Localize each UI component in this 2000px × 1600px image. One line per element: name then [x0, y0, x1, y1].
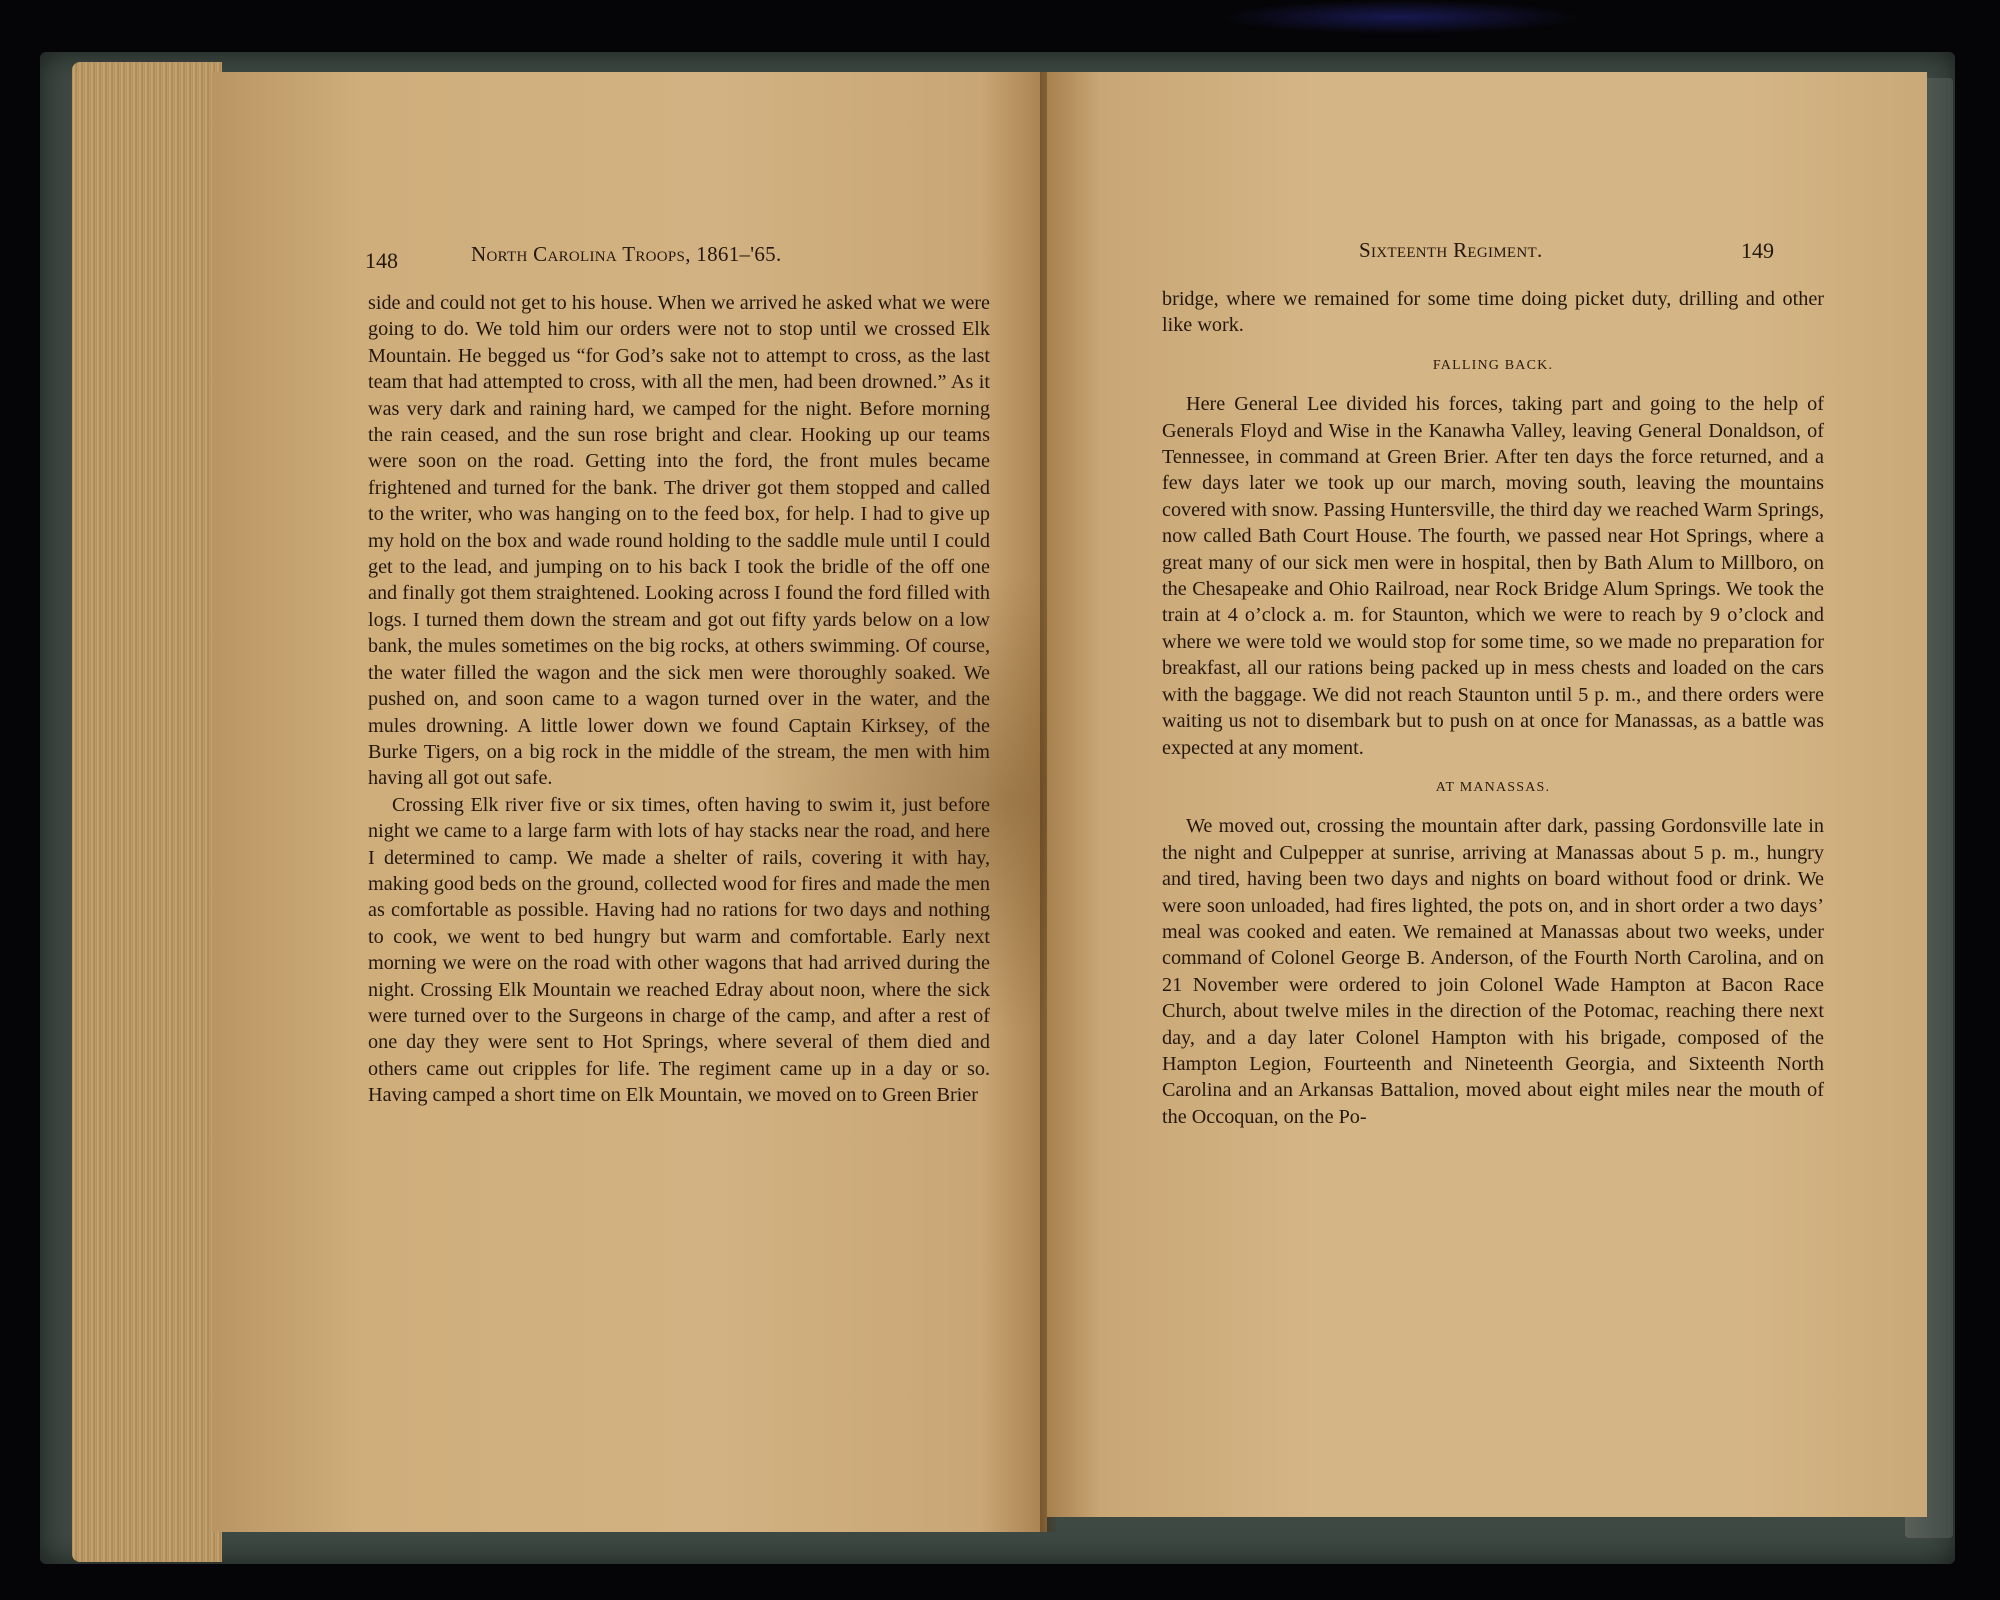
- paragraph: We moved out, crossing the mountain after dark, passing Gordonsville late in the night and Culpepper at sunrise, arriving at Manassas about 5 p. m., hungry and tired, having been two days and nights on board without food or drink. We were soon unloaded, had fires lighted, the pots on, and in short order a two days’ meal was cooked and eaten. We remained at Manassas about two weeks, under command of Colonel George B. Anderson, of the Fourth North Carolina, and on 21 November were ordered to join Colonel Wade Hampton at Bacon Race Church, about twelve miles in the direction of the Potomac, reaching there next day, and a day later Colonel Hampton with his brigade, composed of the Hampton Legion, Fourteenth and Nineteenth Georgia, and Sixteenth North Carolina and an Arkansas Battalion, moved about eight miles near the mouth of the Occoquan, on the Po-: [1162, 815, 1824, 1128]
- page-edges: [72, 62, 222, 1562]
- paragraph: side and could not get to his house. When we arrived he asked what we were going to do. We told him our orders were not to stop until we crossed Elk Mountain. He begged us “for God’s sake not to attempt to cross, as the last team that had attempted to cross, with all the men, had been drowned.” As it was very dark and raining hard, we camped for the night. Before morning the rain ceased, and the sun rose bright and clear. Hooking up our teams were soon on the road. Getting into the ford, the front mules became frightened and turned for the bank. The driver got them stopped and called to the writer, who was hanging on to the feed box, for help. I had to give up my hold on the box and wade round holding to the saddle mule until I could get to the lead, and jumping on to his back I took the bridle of the off one and finally got them straightened. Looking across I found the ford filled with logs. I turned them down the stream and got out fifty yards below on a low bank, the mules sometimes on the big rocks, at others swimming. Of course, the water filled the wagon and the sick men were thoroughly soaked. We pushed on, and soon came to a wagon turned over in the water, and the mules drowning. A little lower down we found Captain Kirksey, of the Burke Tigers, on a big rock in the middle of the stream, the men with him having all got out safe.: [368, 292, 990, 790]
- background-blur: [1220, 0, 1580, 34]
- running-head-left: North Carolina Troops, 1861–'65.: [471, 242, 782, 266]
- section-heading: AT MANASSAS.: [1435, 779, 1551, 795]
- left-page-body: [368, 290, 990, 1109]
- left-page: [212, 72, 1047, 1532]
- paragraph: Crossing Elk river five or six times, often having to swim it, just before night we came to a large farm with lots of hay stacks near the road, and here I determined to camp. We made a shelter of rails, covering it with hay, making good beds on the ground, collected wood for fires and made the men as comfortable as possible. Having had no rations for two days and nothing to cook, we went to bed hungry but warm and comfortable. Early next morning we were on the road with other wagons that had arrived during the night. Crossing Elk Mountain we reached Edray about noon, where the sick were turned over to the Surgeons in charge of the camp, and after a rest of one day they were sent to Hot Springs, where several of them died and others came out cripples for life. The regiment came up in a day or so. Having camped a short time on Elk Mountain, we moved on to Green Brier: [368, 793, 990, 1107]
- page-number-left: 148: [365, 248, 398, 273]
- right-page-body: [1162, 286, 1824, 1130]
- page-number-right: 149: [1741, 238, 1774, 263]
- right-page: [1047, 72, 1927, 1517]
- running-head-right: Sixteenth Regiment.: [1359, 238, 1543, 262]
- paragraph: Here General Lee divided his forces, taking part and going to the help of Generals Floyd and Wise in the Kanawha Valley, leaving General Donaldson, of Tennessee, in command at Green Brier. After ten days the force returned, and a few days later we took up our march, moving south, leaving the mountains covered with snow. Passing Huntersville, the third day we reached Warm Springs, now called Bath Court House. The fourth, we passed near Hot Springs, where a great many of our sick men were in hospital, then by Bath Alum to Millboro, on the Chesapeake and Ohio Railroad, near Rock Bridge Alum Springs. We took the train at 4 o’clock a. m. for Staunton, which we were to reach by 9 o’clock and where we were told we would stop for some time, so we made no preparation for breakfast, all our rations being packed up in mess chests and loaded on the cars with the baggage. We did not reach Staunton until 5 p. m., and there orders were waiting us not to disembark but to push on at once for Manassas, as a battle was expected at any moment.: [1162, 393, 1824, 759]
- paragraph: bridge, where we remained for some time doing picket duty, drilling and other like work.: [1162, 288, 1824, 337]
- section-heading: FALLING BACK.: [1432, 357, 1554, 373]
